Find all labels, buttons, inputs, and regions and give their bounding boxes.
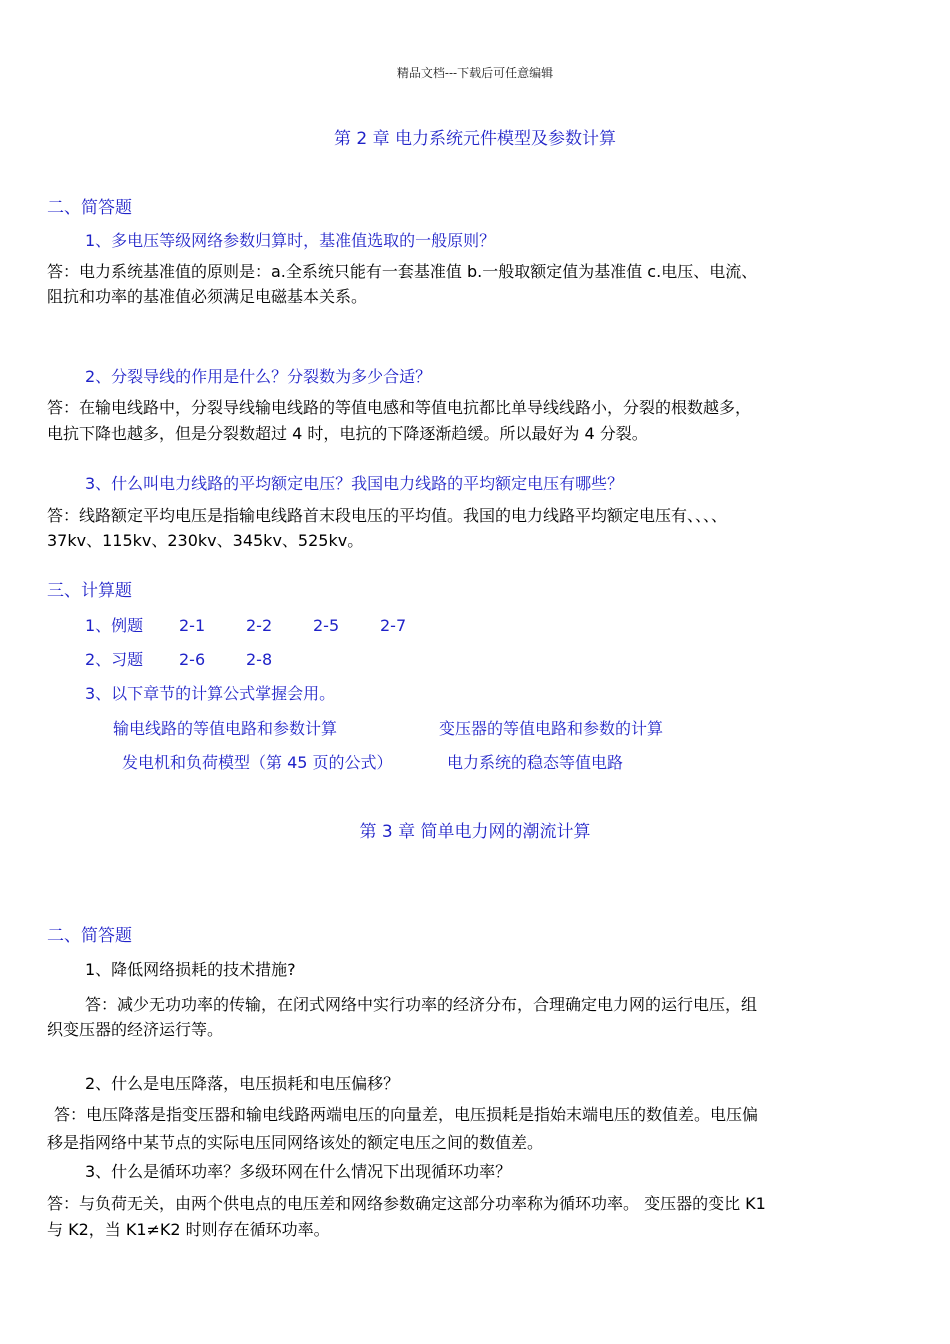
ch3-q1-answer-line1: 答：减少无功功率的传输，在闭式网络中实行功率的经济分布，合理确定电力网的运行电压，组 xyxy=(85,995,758,1014)
calc-formulas-label: 3、以下章节的计算公式掌握会用。 xyxy=(85,684,336,703)
ch2-q3-answer-line1: 答：线路额定平均电压是指输电线路首末段电压的平均值。我国的电力线路平均额定电压有、、、、 xyxy=(47,506,728,525)
ch3-q3-answer-line2: 与 K2，当 K1≠K2 时则存在循环功率。 xyxy=(47,1220,330,1239)
calc-exercises-label: 2、习题 xyxy=(85,650,144,669)
ch2-q2-question: 2、分裂导线的作用是什么？分裂数为多少合适？ xyxy=(85,367,432,386)
page-header: 精品文档---下载后可任意编辑 xyxy=(396,66,554,80)
ch3-q3-question: 3、什么是循环功率？多级环网在什么情况下出现循环功率？ xyxy=(85,1162,512,1181)
calc-example-item: 2-7 xyxy=(380,616,407,635)
topic-steady-state: 电力系统的稳态等值电路 xyxy=(447,753,624,772)
ch3-q2-answer-line1: 答：电压降落是指变压器和输电线路两端电压的向量差，电压损耗是指始末端电压的数值差。电压偏 xyxy=(54,1105,759,1124)
ch2-section-calculation: 三、计算题 xyxy=(47,581,132,601)
ch2-q2-answer-line1: 答：在输电线路中，分裂导线输电线路的等值电感和等值电抗都比单导线线路小，分裂的根数越多， xyxy=(47,398,752,417)
calc-row-exercises xyxy=(85,650,272,669)
calc-example-item: 2-1 xyxy=(179,616,206,635)
ch2-q1-answer-line1: 答：电力系统基准值的原则是：a.全系统只能有一套基准值 b.一般取额定值为基准值 c.电压、电流、 xyxy=(47,262,758,281)
ch3-q3-answer-line1: 答：与负荷无关，由两个供电点的电压差和网络参数确定这部分功率称为循环功率。 变压器的变比 K1 xyxy=(47,1194,766,1213)
ch2-q3-question: 3、什么叫电力线路的平均额定电压？我国电力线路的平均额定电压有哪些？ xyxy=(85,474,624,493)
topic-transformer: 变压器的等值电路和参数的计算 xyxy=(439,719,664,738)
ch2-q1-answer-line2: 阻抗和功率的基准值必须满足电磁基本关系。 xyxy=(47,287,368,306)
calc-example-item: 2-2 xyxy=(246,616,273,635)
ch2-section-short-answer: 二、简答题 xyxy=(47,198,132,218)
ch3-section-short-answer: 二、简答题 xyxy=(47,926,132,946)
topic-transmission-line: 输电线路的等值电路和参数计算 xyxy=(113,719,338,738)
ch3-q2-answer-line2: 移是指网络中某节点的实际电压同网络该处的额定电压之间的数值差。 xyxy=(47,1133,544,1152)
calc-example-item: 2-5 xyxy=(313,616,340,635)
calc-examples-label: 1、例题 xyxy=(85,616,144,635)
ch2-q2-answer-line2: 电抗下降也越多，但是分裂数超过 4 时，电抗的下降逐渐趋缓。所以最好为 4 分裂。 xyxy=(47,424,648,443)
ch3-q1-question: 1、降低网络损耗的技术措施? xyxy=(85,960,296,979)
topic-generator-load: 发电机和负荷模型（第 45 页的公式） xyxy=(122,753,393,772)
chapter-3-title: 第 3 章 简单电力网的潮流计算 xyxy=(359,822,591,842)
calc-exercise-item: 2-8 xyxy=(246,650,273,669)
ch3-q2-question: 2、什么是电压降落，电压损耗和电压偏移？ xyxy=(85,1074,400,1093)
chapter-2-title: 第 2 章 电力系统元件模型及参数计算 xyxy=(333,129,617,149)
ch3-q1-answer-line2: 织变压器的经济运行等。 xyxy=(47,1020,224,1039)
calc-row-examples xyxy=(85,616,406,635)
ch2-q1-question: 1、多电压等级网络参数归算时，基准值选取的一般原则？ xyxy=(85,231,496,250)
calc-exercise-item: 2-6 xyxy=(179,650,206,669)
ch2-q3-answer-line2: 37kv、115kv、230kv、345kv、525kv。 xyxy=(47,531,364,550)
